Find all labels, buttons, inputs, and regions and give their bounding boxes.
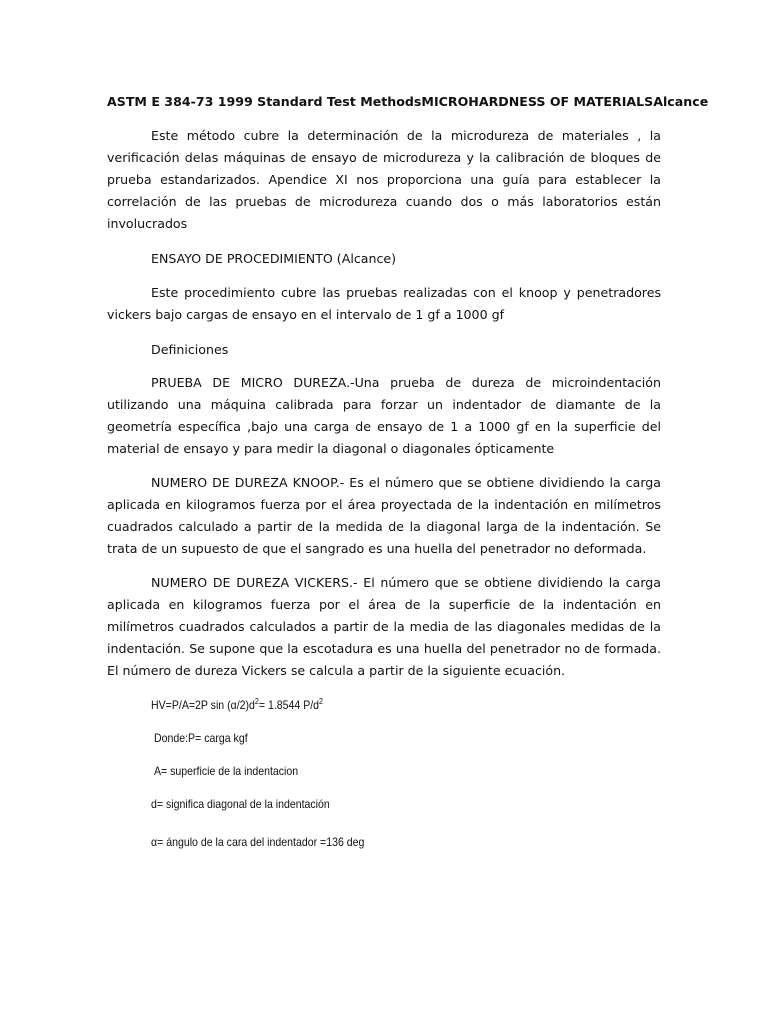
vickers-formula xyxy=(151,696,323,714)
definition-microdureza: PRUEBA DE MICRO DUREZA.-Una prueba de dureza de microindentación utilizando una máquina calibrada para forzar un indentador de diamante de la geometría específica ,bajo una carga de ensayo de 1 a 1000 gf en la superficie del material de ensayo y para medir la diagonal o diagonales ópticamente xyxy=(107,375,661,456)
variable-d: d= significa diagonal de la indentación xyxy=(151,797,330,811)
formula-exponent-1: 2 xyxy=(254,697,259,706)
formula-part-1: HV=P/A=2P sin (α/2)d xyxy=(151,698,255,712)
procedure-heading: ENSAYO DE PROCEDIMIENTO (Alcance) xyxy=(151,251,397,266)
variable-a: A= superficie de la indentacion xyxy=(154,764,299,778)
formula-part-2: = 1.8544 P/d xyxy=(258,698,320,712)
definition-vickers: NUMERO DE DUREZA VICKERS.- El número que se obtiene dividiendo la carga aplicada en kilogramos fuerza por el área de la superficie de la indentación en milímetros cuadrados calculados a partir de la media de las diagonales medidas de la indentación. Se supone que la escotadura es una huella del penetrador no de formada. El número de dureza Vickers se calcula a partir de la siguiente ecuación. xyxy=(107,575,661,678)
procedure-paragraph: Este procedimiento cubre las pruebas realizadas con el knoop y penetradores vickers bajo cargas de ensayo en el intervalo de 1 gf a 1000 gf xyxy=(107,285,661,322)
definition-knoop: NUMERO DE DUREZA KNOOP.- Es el número que se obtiene dividiendo la carga aplicada en kilogramos fuerza por el área proyectada de la indentación en milímetros cuadrados calculado a partir de la medida de la diagonal larga de la indentación. Se trata de un supuesto de que el sangrado es una huella del penetrador no deformada. xyxy=(107,475,661,556)
variable-p: Donde:P= carga kgf xyxy=(154,731,248,745)
intro-paragraph: Este método cubre la determinación de la microdureza de materiales , la verificación delas máquinas de ensayo de microdureza y la calibración de bloques de prueba estandarizados. Apendice XI nos proporciona una guía para establecer la correlación de las pruebas de microdureza cuando dos o más laboratorios están involucrados xyxy=(107,128,661,231)
document-title: ASTM E 384-73 1999 Standard Test MethodsMICROHARDNESS OF MATERIALSAlcance xyxy=(107,94,709,109)
definitions-heading: Definiciones xyxy=(151,342,229,357)
formula-exponent-2: 2 xyxy=(319,697,323,706)
variable-alpha: α= ángulo de la cara del indentador =136 deg xyxy=(151,835,365,849)
